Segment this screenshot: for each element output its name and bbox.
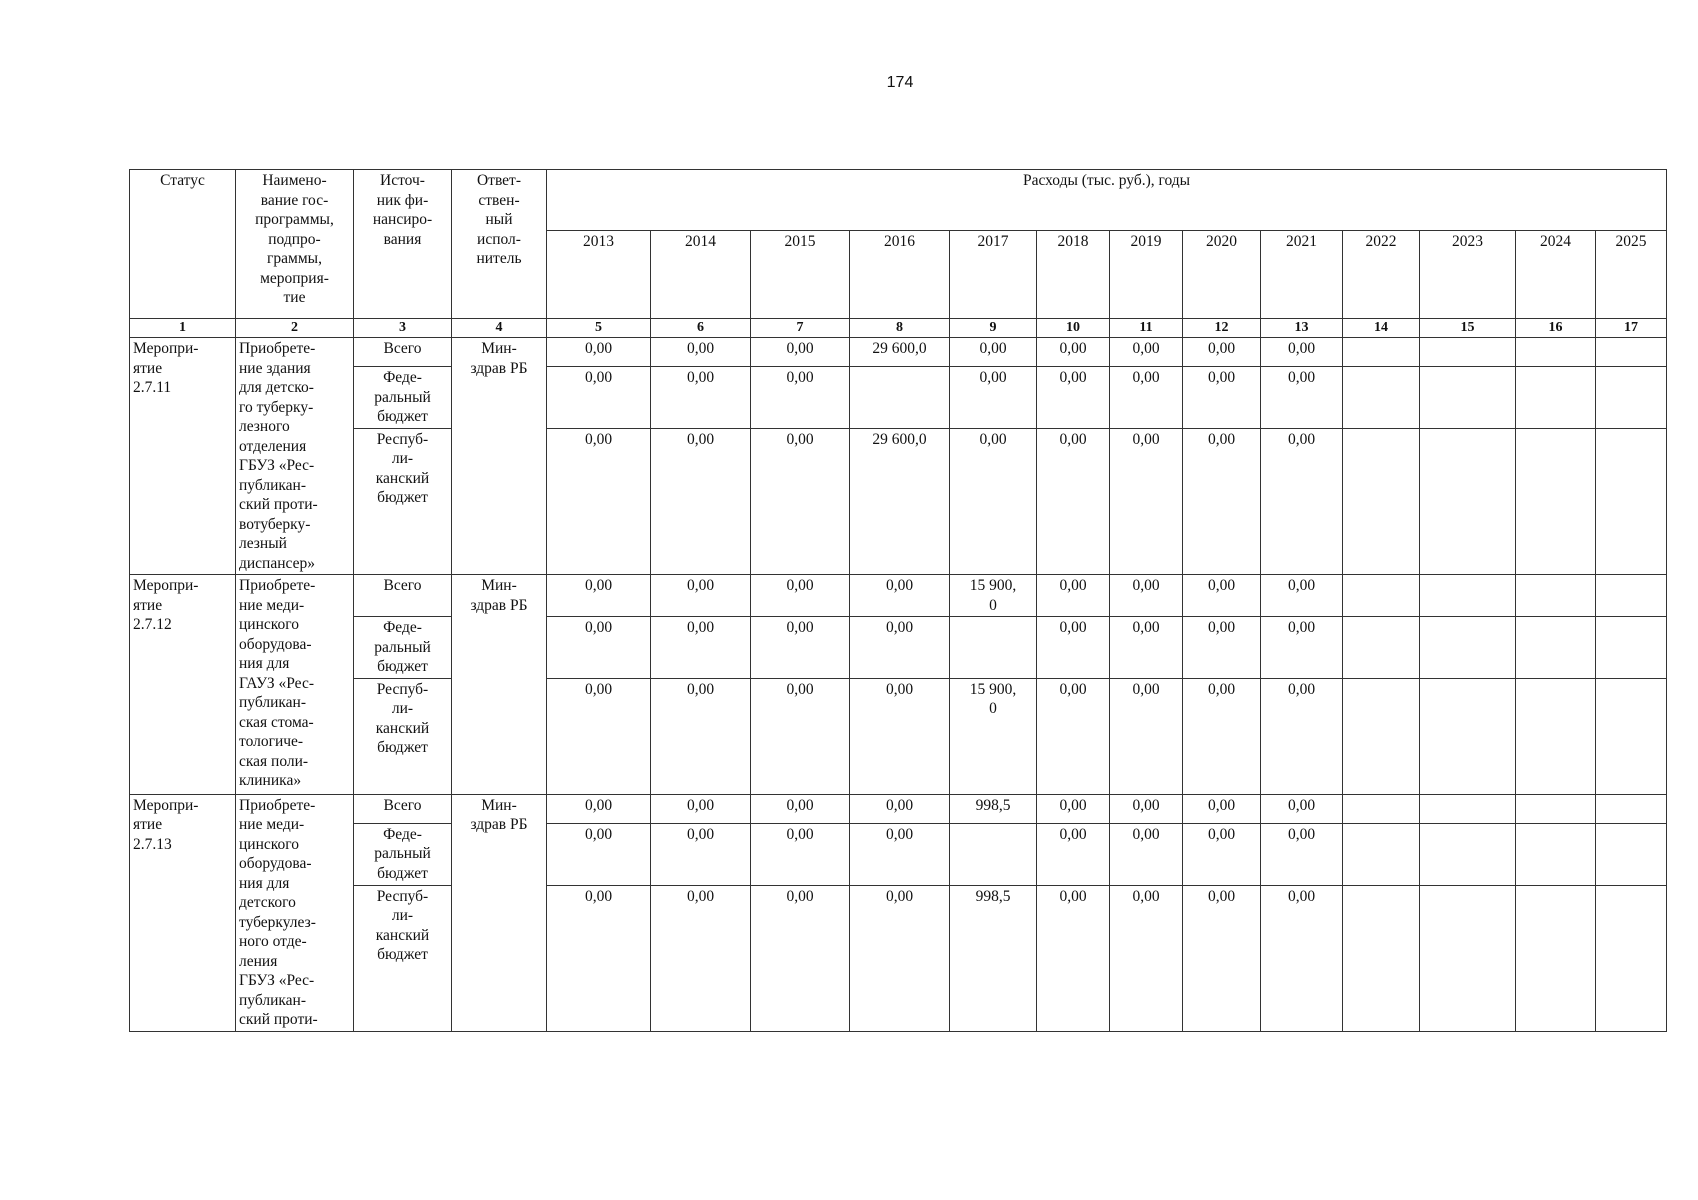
event-name: Приобрете- ние меди- цинского оборудова- ния для ГАУЗ «Рес- публикан- ская стома- тологиче- ская поли- клиника» <box>236 575 354 795</box>
column-number: 5 <box>547 319 651 338</box>
column-number: 14 <box>1343 319 1420 338</box>
header-year: 2016 <box>850 231 950 319</box>
expense-value: 0,00 <box>751 885 850 1031</box>
funding-source: Респуб- ли- канский бюджет <box>354 678 452 794</box>
expense-value: 0,00 <box>1037 428 1110 574</box>
column-number: 16 <box>1516 319 1596 338</box>
responsible-executor: Мин- здрав РБ <box>452 794 547 1031</box>
budget-table <box>129 169 1667 1032</box>
expense-value <box>1420 823 1516 885</box>
expense-value: 0,00 <box>1037 885 1110 1031</box>
expense-value: 0,00 <box>651 823 751 885</box>
expense-value: 29 600,0 <box>850 428 950 574</box>
column-number: 15 <box>1420 319 1516 338</box>
expense-value: 0,00 <box>1183 575 1261 617</box>
expense-value: 0,00 <box>950 367 1037 429</box>
funding-source: Всего <box>354 794 452 823</box>
expense-value: 0,00 <box>1183 823 1261 885</box>
expense-value <box>1596 617 1667 679</box>
event-status: Меропри- ятие 2.7.13 <box>130 794 236 1031</box>
expense-value: 0,00 <box>1261 428 1343 574</box>
header-year: 2017 <box>950 231 1037 319</box>
expense-value: 0,00 <box>1110 428 1183 574</box>
event-name: Приобрете- ние здания для детско- го туберку- лезного отделения ГБУЗ «Рес- публикан- ский проти- вотуберку- лезный диспансер» <box>236 338 354 575</box>
expense-value: 0,00 <box>1183 794 1261 823</box>
expense-value <box>1596 823 1667 885</box>
expense-value <box>1343 575 1420 617</box>
expense-value: 0,00 <box>1261 367 1343 429</box>
expense-value: 0,00 <box>547 678 651 794</box>
expense-value: 0,00 <box>1261 617 1343 679</box>
expense-value <box>1420 367 1516 429</box>
expense-value: 0,00 <box>1110 575 1183 617</box>
expense-value: 0,00 <box>751 678 850 794</box>
expense-value: 0,00 <box>850 617 950 679</box>
expense-value: 0,00 <box>651 338 751 367</box>
header-expenses: Расходы (тыс. руб.), годы <box>547 170 1667 231</box>
expense-value: 0,00 <box>651 617 751 679</box>
expense-value: 0,00 <box>1183 678 1261 794</box>
header-year: 2024 <box>1516 231 1596 319</box>
expense-value <box>1596 367 1667 429</box>
expense-value <box>950 617 1037 679</box>
expense-value: 0,00 <box>1261 823 1343 885</box>
expense-value: 0,00 <box>751 575 850 617</box>
expense-value <box>1343 794 1420 823</box>
expense-value: 0,00 <box>1261 678 1343 794</box>
funding-source: Всего <box>354 575 452 617</box>
expense-value <box>1516 823 1596 885</box>
expense-value <box>1596 678 1667 794</box>
column-number: 4 <box>452 319 547 338</box>
column-number: 10 <box>1037 319 1110 338</box>
expense-value <box>1420 617 1516 679</box>
expense-value: 998,5 <box>950 794 1037 823</box>
table-row <box>130 617 1667 679</box>
expense-value: 0,00 <box>1261 794 1343 823</box>
expense-value: 0,00 <box>547 575 651 617</box>
expense-value <box>1343 678 1420 794</box>
table-row <box>130 885 1667 1031</box>
expense-value: 0,00 <box>1183 885 1261 1031</box>
expense-value: 0,00 <box>1183 338 1261 367</box>
header-year: 2021 <box>1261 231 1343 319</box>
expense-value <box>1516 428 1596 574</box>
expense-value: 0,00 <box>850 885 950 1031</box>
expense-value: 0,00 <box>651 678 751 794</box>
column-number: 8 <box>850 319 950 338</box>
column-number: 9 <box>950 319 1037 338</box>
expense-value: 0,00 <box>547 338 651 367</box>
header-year: 2022 <box>1343 231 1420 319</box>
expense-value <box>1516 338 1596 367</box>
expense-value <box>1343 367 1420 429</box>
event-status: Меропри- ятие 2.7.11 <box>130 338 236 575</box>
funding-source: Феде- ральный бюджет <box>354 617 452 679</box>
expense-value: 0,00 <box>751 428 850 574</box>
funding-source: Респуб- ли- канский бюджет <box>354 428 452 574</box>
expense-value: 0,00 <box>1037 823 1110 885</box>
column-number: 7 <box>751 319 850 338</box>
expense-value: 0,00 <box>751 823 850 885</box>
expense-value <box>1420 885 1516 1031</box>
header-year: 2025 <box>1596 231 1667 319</box>
expense-value <box>1596 338 1667 367</box>
expense-value: 0,00 <box>1110 794 1183 823</box>
expense-value: 0,00 <box>1110 367 1183 429</box>
expense-value: 0,00 <box>751 338 850 367</box>
expense-value: 0,00 <box>1261 338 1343 367</box>
expense-value: 0,00 <box>1110 338 1183 367</box>
table-row <box>130 823 1667 885</box>
funding-source: Феде- ральный бюджет <box>354 823 452 885</box>
expense-value <box>1596 428 1667 574</box>
column-number: 1 <box>130 319 236 338</box>
table-row <box>130 428 1667 574</box>
event-status: Меропри- ятие 2.7.12 <box>130 575 236 795</box>
expense-value: 0,00 <box>950 428 1037 574</box>
expense-value: 0,00 <box>1110 617 1183 679</box>
table-row <box>130 794 1667 823</box>
header-year: 2019 <box>1110 231 1183 319</box>
table-row <box>130 338 1667 367</box>
expense-value: 0,00 <box>850 794 950 823</box>
expense-value: 0,00 <box>651 367 751 429</box>
expense-value: 0,00 <box>651 575 751 617</box>
expense-value <box>1516 617 1596 679</box>
header-status: Статус <box>130 170 236 319</box>
header-year: 2014 <box>651 231 751 319</box>
expense-value <box>1596 794 1667 823</box>
expense-value <box>1343 428 1420 574</box>
expense-value: 0,00 <box>1110 678 1183 794</box>
funding-source: Респуб- ли- канский бюджет <box>354 885 452 1031</box>
column-number: 13 <box>1261 319 1343 338</box>
expense-value: 29 600,0 <box>850 338 950 367</box>
expense-value: 0,00 <box>651 885 751 1031</box>
expense-value: 0,00 <box>950 338 1037 367</box>
column-number: 12 <box>1183 319 1261 338</box>
expense-value <box>1343 338 1420 367</box>
column-number: 2 <box>236 319 354 338</box>
expense-value: 0,00 <box>850 575 950 617</box>
expense-value: 0,00 <box>651 794 751 823</box>
column-number: 11 <box>1110 319 1183 338</box>
table-row <box>130 575 1667 617</box>
expense-value: 0,00 <box>547 617 651 679</box>
expense-value: 0,00 <box>1110 885 1183 1031</box>
expense-value <box>1596 885 1667 1031</box>
expense-value <box>1516 367 1596 429</box>
event-name: Приобрете- ние меди- цинского оборудова- ния для детского туберкулез- ного отде- ления ГБУЗ «Рес- публикан- ский проти- <box>236 794 354 1031</box>
table-row <box>130 678 1667 794</box>
expense-value: 0,00 <box>751 617 850 679</box>
expense-value: 0,00 <box>547 823 651 885</box>
expense-value <box>1516 794 1596 823</box>
table-row <box>130 367 1667 429</box>
expense-value: 0,00 <box>850 678 950 794</box>
expense-value: 0,00 <box>1037 338 1110 367</box>
header-year: 2020 <box>1183 231 1261 319</box>
expense-value <box>1420 678 1516 794</box>
funding-source: Всего <box>354 338 452 367</box>
expense-value <box>850 367 950 429</box>
column-number: 17 <box>1596 319 1667 338</box>
column-number: 6 <box>651 319 751 338</box>
expense-value <box>1420 794 1516 823</box>
expense-value <box>1343 617 1420 679</box>
expense-value: 0,00 <box>751 367 850 429</box>
expense-value: 0,00 <box>547 367 651 429</box>
expense-value: 998,5 <box>950 885 1037 1031</box>
expense-value: 0,00 <box>547 794 651 823</box>
expense-value: 0,00 <box>1183 428 1261 574</box>
expense-value <box>1516 678 1596 794</box>
expense-value <box>1516 885 1596 1031</box>
expense-value <box>1343 885 1420 1031</box>
column-number: 3 <box>354 319 452 338</box>
header-year: 2023 <box>1420 231 1516 319</box>
expense-value <box>1343 823 1420 885</box>
responsible-executor: Мин- здрав РБ <box>452 575 547 795</box>
expense-value: 0,00 <box>1037 617 1110 679</box>
header-year: 2013 <box>547 231 651 319</box>
expense-value: 0,00 <box>651 428 751 574</box>
header-program-name: Наимено- вание гос- программы, подпро- граммы, мероприя- тие <box>236 170 354 319</box>
header-year: 2018 <box>1037 231 1110 319</box>
responsible-executor: Мин- здрав РБ <box>452 338 547 575</box>
funding-source: Феде- ральный бюджет <box>354 367 452 429</box>
expense-value: 15 900, 0 <box>950 575 1037 617</box>
header-year: 2015 <box>751 231 850 319</box>
header-funding-source: Источ- ник фи- нансиро- вания <box>354 170 452 319</box>
expense-value: 0,00 <box>850 823 950 885</box>
expense-value: 0,00 <box>1037 575 1110 617</box>
expense-value <box>1420 338 1516 367</box>
expense-value: 0,00 <box>1110 823 1183 885</box>
expense-value <box>1516 575 1596 617</box>
expense-value <box>1420 575 1516 617</box>
expense-value: 0,00 <box>1183 617 1261 679</box>
expense-value: 0,00 <box>1261 575 1343 617</box>
page-number: 174 <box>886 74 914 91</box>
header-responsible-executor: Ответ- ствен- ный испол- нитель <box>452 170 547 319</box>
expense-value: 0,00 <box>1261 885 1343 1031</box>
expense-value: 0,00 <box>1037 794 1110 823</box>
expense-value: 0,00 <box>1183 367 1261 429</box>
expense-value: 0,00 <box>751 794 850 823</box>
expense-value: 0,00 <box>547 428 651 574</box>
expense-value: 0,00 <box>547 885 651 1031</box>
expense-value: 0,00 <box>1037 678 1110 794</box>
expense-value: 15 900, 0 <box>950 678 1037 794</box>
expense-value <box>950 823 1037 885</box>
expense-value <box>1420 428 1516 574</box>
expense-value <box>1596 575 1667 617</box>
expense-value: 0,00 <box>1037 367 1110 429</box>
